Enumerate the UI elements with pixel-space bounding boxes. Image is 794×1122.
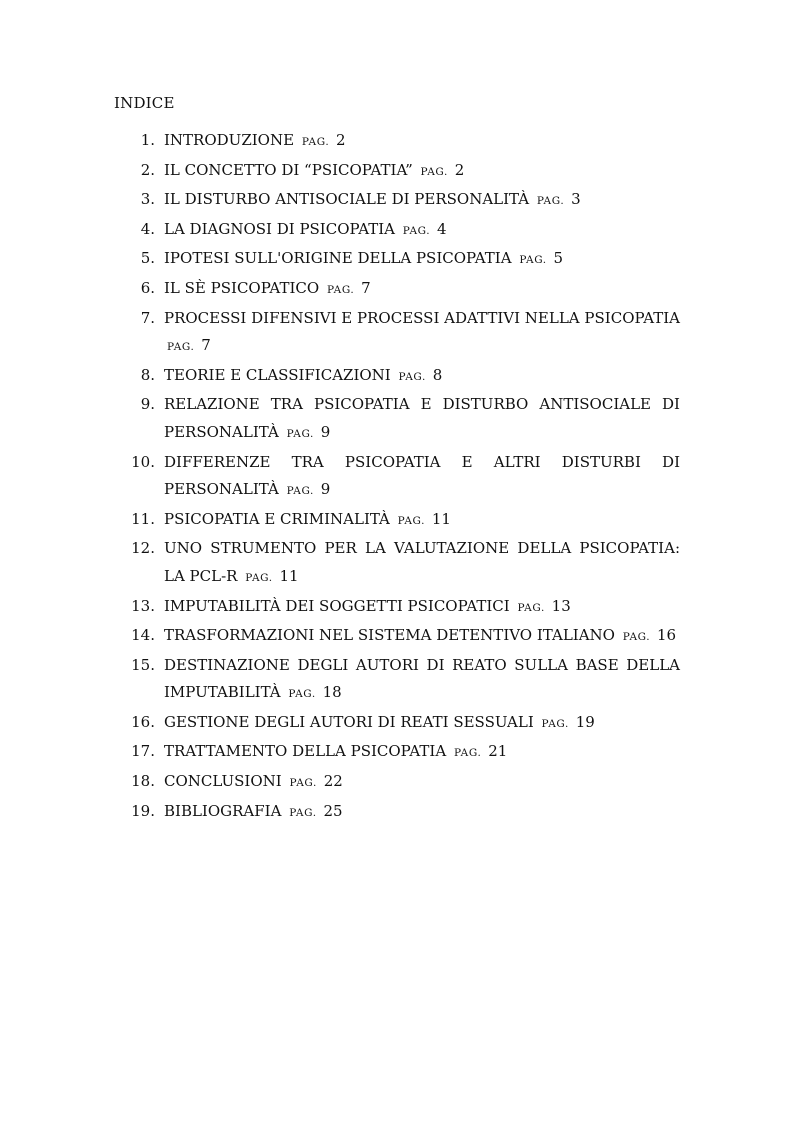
- toc-entry-pag-label: PAG.: [289, 777, 317, 790]
- toc-entry: [110, 768, 680, 798]
- toc-entry-pag-label: PAG.: [288, 688, 316, 701]
- toc-entry-pag-label: PAG.: [453, 747, 482, 760]
- toc-entry-title: UNO STRUMENTO PER LA VALUTAZIONE DELLA PSICOPATIA: LA PCL-R: [164, 539, 680, 585]
- toc-entry-title: IL SÈ PSICOPATICO: [164, 278, 320, 297]
- toc-entry-number-text: 5.: [140, 249, 155, 268]
- toc-entry-number: [110, 362, 156, 390]
- toc-entry-pag-label: PAG.: [541, 717, 569, 730]
- toc-entry-number: [110, 305, 156, 333]
- toc-entry-body: [164, 652, 680, 709]
- toc-entry-title: DIFFERENZE TRA PSICOPATIA E ALTRI DISTURBI DI PERSONALITÀ: [164, 452, 680, 499]
- toc-entry: [110, 593, 680, 623]
- toc-entry-pag-label: PAG.: [519, 254, 547, 267]
- toc-entry: [110, 709, 680, 739]
- toc-entry-body: [164, 709, 680, 739]
- toc-entry-number: [110, 216, 156, 244]
- toc-entry-body: [164, 593, 680, 623]
- toc-entry-number: [110, 245, 156, 273]
- toc-entry-title: IPOTESI SULL'ORIGINE DELLA PSICOPATIA: [164, 249, 512, 268]
- toc-entry-pag-label: PAG.: [402, 224, 431, 237]
- toc-entry-number: [110, 127, 156, 155]
- toc-entry-title: PSICOPATIA E CRIMINALITÀ: [164, 509, 390, 528]
- toc-entry-number-text: 6.: [140, 278, 155, 297]
- toc-entry-body: [164, 738, 680, 768]
- toc-entry-number: [110, 157, 156, 185]
- toc-entry-body: [164, 362, 680, 392]
- toc-entry-page-number: 21: [488, 742, 508, 761]
- toc-entry-body: [164, 391, 680, 448]
- toc-entry-pag-label: PAG.: [622, 631, 651, 644]
- toc-entry-title: DESTINAZIONE DEGLI AUTORI DI REATO SULLA BASE DELLA IMPUTABILITÀ: [164, 655, 680, 702]
- toc-entry-number-text: 8.: [140, 365, 155, 384]
- toc-entry-page-number: 16: [656, 626, 677, 645]
- toc-entry-body: [164, 216, 680, 246]
- toc-entry-number-text: 12.: [131, 539, 155, 558]
- toc-entry-pag-label: PAG.: [397, 514, 426, 527]
- toc-entry-page-number: 3: [571, 190, 581, 209]
- toc-entry-body: [164, 506, 680, 536]
- toc-entry-number: [110, 593, 156, 621]
- toc-entry-page-number: 11: [279, 566, 299, 585]
- toc-entry-number-text: 17.: [131, 742, 155, 761]
- toc-entry-number: [110, 506, 156, 534]
- toc-entry-pag-label: PAG.: [398, 370, 426, 383]
- toc-entry-pag-label: PAG.: [536, 195, 565, 208]
- toc-entry-number-text: 14.: [131, 626, 155, 645]
- toc-entry-title: RELAZIONE TRA PSICOPATIA E DISTURBO ANTISOCIALE DI PERSONALITÀ: [164, 395, 680, 441]
- toc-entry-body: [164, 535, 680, 592]
- toc-entry-number-text: 2.: [140, 160, 155, 179]
- toc-entry-page-number: 18: [322, 683, 342, 702]
- toc-entry-number-text: 3.: [140, 190, 155, 209]
- toc-entry-number-text: 10.: [131, 452, 155, 471]
- toc-entry-page-number: 8: [432, 365, 443, 384]
- toc-entry-body: [164, 275, 680, 305]
- toc-entry-body: [164, 622, 680, 652]
- toc-entry: [110, 362, 680, 392]
- toc-entry: [110, 652, 680, 709]
- toc-entry: [110, 449, 680, 506]
- toc-entry-body: [164, 127, 680, 157]
- toc-entry-pag-label: PAG.: [517, 601, 545, 614]
- toc-entry-body: [164, 186, 680, 216]
- toc-entry-title: GESTIONE DEGLI AUTORI DI REATI SESSUALI: [164, 712, 534, 731]
- toc-entry-title: INTRODUZIONE: [164, 131, 295, 149]
- toc-entry-number: [110, 709, 156, 737]
- toc-entry-title: CONCLUSIONI: [164, 772, 282, 791]
- toc-entry-page-number: 9: [320, 422, 331, 441]
- toc-entry-number-text: 18.: [131, 772, 155, 791]
- toc-entry-page-number: 19: [575, 712, 595, 731]
- toc-entry: [110, 305, 680, 362]
- toc-entry: [110, 275, 680, 305]
- toc-entry-page-number: 2: [454, 160, 465, 179]
- toc-entry-number-text: 1.: [140, 131, 155, 149]
- toc-entry-title: TRATTAMENTO DELLA PSICOPATIA: [164, 742, 447, 761]
- toc-entry: [110, 127, 680, 157]
- toc-entry-number-text: 16.: [131, 712, 155, 731]
- toc-entry: [110, 391, 680, 448]
- toc-entry-body: [164, 305, 680, 362]
- toc-entry: [110, 506, 680, 536]
- toc-entry-page-number: 5: [553, 249, 564, 268]
- toc-entry-title: PROCESSI DIFENSIVI E PROCESSI ADATTIVI NELLA PSICOPATIA: [164, 308, 680, 327]
- toc-entry-pag-label: PAG.: [420, 165, 448, 178]
- toc-entry-number-text: 15.: [131, 655, 155, 674]
- toc-entry-title: IL DISTURBO ANTISOCIALE DI PERSONALITÀ: [164, 190, 530, 209]
- toc-entry-page-number: 22: [323, 772, 343, 791]
- toc-entry-body: [164, 245, 680, 275]
- table-of-contents: [110, 127, 680, 827]
- toc-entry: [110, 622, 680, 652]
- toc-entry-page-number: 7: [201, 336, 211, 355]
- toc-entry-body: [164, 157, 680, 187]
- toc-entry-number: [110, 449, 156, 477]
- toc-entry-number-text: 11.: [131, 509, 155, 528]
- toc-entry-page-number: 7: [361, 278, 371, 297]
- toc-entry-pag-label: PAG.: [167, 341, 195, 354]
- toc-entry-pag-label: PAG.: [245, 571, 273, 584]
- toc-entry-pag-label: PAG.: [326, 283, 355, 296]
- toc-entry-number-text: 4.: [140, 219, 155, 238]
- toc-entry-page-number: 4: [437, 219, 447, 238]
- toc-entry-number-text: 13.: [131, 596, 155, 615]
- toc-entry-title: IL CONCETTO DI “PSICOPATIA”: [164, 160, 413, 179]
- toc-entry-number-text: 19.: [131, 801, 155, 820]
- toc-entry: [110, 738, 680, 768]
- toc-entry-body: [164, 449, 680, 506]
- toc-entry: [110, 157, 680, 187]
- toc-entry-title: TEORIE E CLASSIFICAZIONI: [164, 365, 391, 384]
- toc-entry-page-number: 13: [551, 596, 571, 615]
- toc-entry-number: [110, 798, 156, 826]
- toc-entry: [110, 535, 680, 592]
- toc-entry-number: [110, 391, 156, 419]
- toc-entry-title: TRASFORMAZIONI NEL SISTEMA DETENTIVO ITALIANO: [164, 626, 615, 645]
- toc-entry-body: [164, 798, 680, 828]
- toc-entry-page-number: 2: [336, 131, 346, 149]
- toc-entry-title: BIBLIOGRAFIA: [164, 801, 282, 820]
- toc-entry: [110, 186, 680, 216]
- toc-entry-pag-label: PAG.: [286, 485, 314, 498]
- toc-entry-pag-label: PAG.: [301, 136, 330, 148]
- toc-entry-number: [110, 186, 156, 214]
- toc-entry-body: [164, 768, 680, 798]
- toc-entry-title: LA DIAGNOSI DI PSICOPATIA: [164, 219, 395, 238]
- toc-entry-pag-label: PAG.: [286, 427, 314, 440]
- toc-entry-title: IMPUTABILITÀ DEI SOGGETTI PSICOPATICI: [164, 596, 510, 615]
- toc-entry: [110, 216, 680, 246]
- toc-entry-page-number: 9: [320, 480, 331, 499]
- toc-entry-number: [110, 275, 156, 303]
- toc-entry-page-number: 11: [431, 509, 451, 528]
- toc-entry-number: [110, 738, 156, 766]
- toc-entry-pag-label: PAG.: [289, 806, 317, 819]
- toc-entry-page-number: 25: [323, 801, 343, 820]
- toc-entry: [110, 798, 680, 828]
- toc-entry-number: [110, 535, 156, 563]
- toc-entry: [110, 245, 680, 275]
- toc-entry-number-text: 7.: [140, 308, 155, 327]
- toc-entry-number-text: 9.: [140, 395, 155, 414]
- toc-entry-number: [110, 622, 156, 650]
- page-title: INDICE: [114, 94, 175, 112]
- toc-entry-number: [110, 652, 156, 680]
- toc-entry-number: [110, 768, 156, 796]
